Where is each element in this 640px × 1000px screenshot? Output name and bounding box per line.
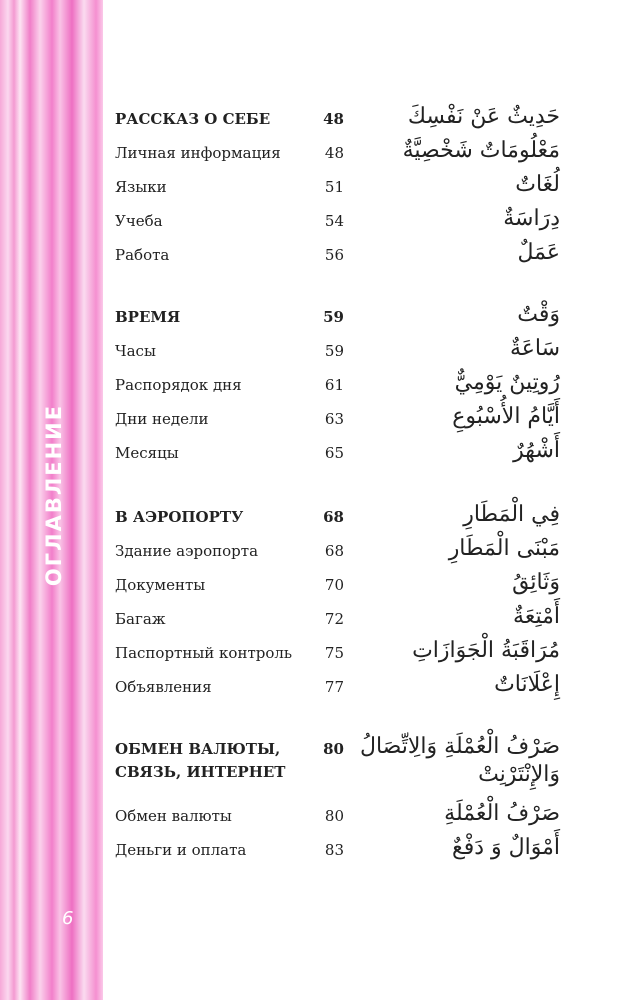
toc-heading-ar-line2: وَالإِنْتَرْنِتْ [478,762,560,787]
toc-page-number: 68 [324,542,344,560]
toc-item-ar: لُغَاتٌ [515,172,560,197]
toc-item-ru: Обмен валюты [115,807,232,825]
toc-page-number: 75 [324,644,344,662]
toc-page-number: 59 [324,342,344,360]
toc-heading-ru-line1: ОБМЕН ВАЛЮТЫ, [115,740,281,758]
toc-item-ru: Здание аэропорта [115,542,259,560]
toc-page-number: 72 [324,610,344,628]
toc-page-number: 77 [324,678,344,696]
toc-heading-ru [115,738,285,784]
toc-page-number: 48 [323,110,344,128]
toc-item-ru: Паспортный контроль [115,644,293,662]
toc-item-ar: مُرَاقَبَةُ الْجَوَازَاتِ [412,638,560,663]
toc-item-ar: إِعْلَانَاتٌ [494,672,560,697]
toc-page-number: 68 [323,508,344,526]
toc-heading-ru: РАССКАЗ О СЕБЕ [115,110,271,128]
toc-heading-ar-line1: صَرْفُ الْعُمْلَةِ وَالِاتِّصَالُ [359,734,560,759]
toc-heading-ar: وَقْتٌ [517,302,560,327]
toc-item-ru: Работа [115,246,170,264]
toc-item-ru: Месяцы [115,444,179,462]
toc-page-number: 63 [324,410,344,428]
toc-item-ru: Багаж [115,610,166,628]
toc-item-ar: مَبْنَى الْمَطَارِ [448,536,560,561]
toc-item-ru: Распорядок дня [115,376,242,394]
toc-item-ru: Учеба [115,212,163,230]
toc-item-ru: Дни недели [115,410,209,428]
toc-heading-ar: فِي الْمَطَارِ [463,502,560,527]
toc-item-ru: Языки [115,178,167,196]
toc-item-ar: رُوتِينٌ يَوْمِيٌّ [454,370,560,395]
toc-item-ar: صَرْفُ الْعُمْلَةِ [444,801,560,826]
toc-item-ar: أَمْوَالٌ وَ دَفْعٌ [452,835,560,860]
toc-heading-ru: ВРЕМЯ [115,308,181,326]
toc-heading-ru: В АЭРОПОРТУ [115,508,244,526]
toc-page-number: 51 [324,178,344,196]
toc-heading-ru-line2: СВЯЗЬ, ИНТЕРНЕТ [115,763,286,781]
toc-item-ar: عَمَلٌ [517,240,560,265]
toc-page-number: 59 [323,308,344,326]
toc-item-ar: أَمْتِعَةٌ [513,604,560,629]
toc-item-ru: Деньги и оплата [115,841,247,859]
toc-page-number: 54 [324,212,344,230]
toc-page-number: 56 [324,246,344,264]
toc-page-number: 80 [323,740,344,758]
toc-heading-ar: حَدِيثٌ عَنْ نَفْسِكَ [407,104,560,129]
toc-page-number: 48 [324,144,344,162]
toc-item-ar: سَاعَةٌ [509,336,560,361]
toc-item-ar: أَشْهُرٌ [513,438,560,463]
toc-page-number: 83 [324,841,344,859]
page-number: 6 [62,908,74,929]
toc-item-ar: وَثَائِقُ [512,570,560,595]
toc-page-number: 70 [324,576,344,594]
toc-item-ar: مَعْلُومَاتٌ شَخْصِيَّةٌ [402,138,560,163]
toc-item-ru: Документы [115,576,206,594]
toc-item-ar: دِرَاسَةٌ [503,206,560,231]
toc-item-ru: Личная информация [115,144,281,162]
toc-page-number: 61 [324,376,344,394]
toc-item-ru: Часы [115,342,156,360]
toc-page-number: 65 [324,444,344,462]
toc-item-ru: Объявления [115,678,212,696]
toc-item-ar: أَيَّامُ الأُسْبُوعِ [452,404,560,429]
sidebar-title: ОГЛАВЛЕНИЕ [42,403,66,587]
toc-page-number: 80 [324,807,344,825]
